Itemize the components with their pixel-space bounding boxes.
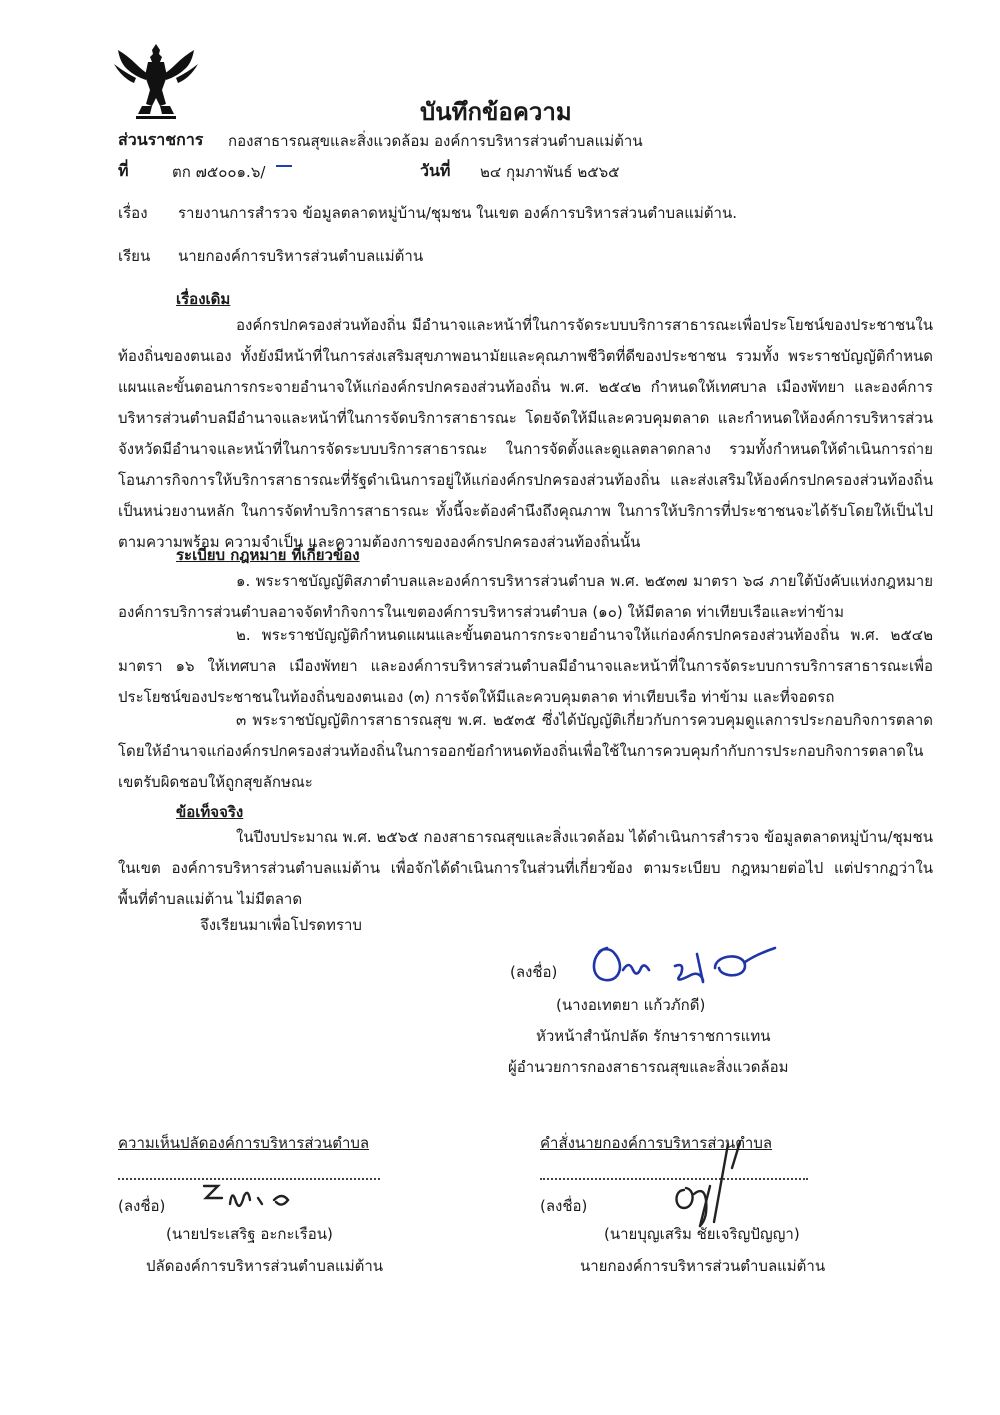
main-signer-name: (นางอเทตยา แก้วภักดี) — [556, 996, 706, 1014]
main-signer-position-1: หัวหน้าสำนักปลัด รักษาราชการแทน — [536, 1027, 771, 1045]
agency-value: กองสาธารณสุขและสิ่งแวดล้อม องค์การบริหารส่วนตำบลแม่ต้าน — [228, 132, 643, 150]
facts-heading: ข้อเท็จจริง — [176, 803, 244, 821]
right-signature-icon — [670, 1138, 760, 1230]
agency-label: ส่วนราชการ — [118, 130, 204, 149]
regulation-item-2 — [118, 620, 933, 713]
regulation-item-3-text: ๓ พระราชบัญญัติการสาธารณสุข พ.ศ. ๒๕๓๕ ซึ่งได้บัญญัติเกี่ยวกับการควบคุมดูแลการประกอบกิจการตลาด โดยให้อำนาจแก่องค์กรปกครองส่วนท้องถิ่นในการออกข้อกำหนดท้องถิ่นเพื่อใช้ในการควบคุมกำกับการประกอบกิจการตลาดในเขตรับผิดชอบให้ถูกสุขลักษณะ — [118, 711, 933, 791]
main-signer-position-2: ผู้อำนวยการกองสาธารณสุขและสิ่งแวดล้อม — [508, 1058, 789, 1076]
order-right-heading: คำสั่งนายกองค์การบริหารส่วนตำบล — [540, 1134, 773, 1152]
regulation-item-2-text: ๒. พระราชบัญญัติกำหนดแผนและขั้นตอนการกระจายอำนาจให้แก่องค์กรปกครองส่วนท้องถิ่น พ.ศ. ๒๕๔๒ มาตรา ๑๖ ให้เทศบาล เมืองพัทยา และองค์การบริหารส่วนตำบลมีอำนาจและหน้าที่ในการจัดระบบการบริการสาธารณะเพื่อประโยชน์ของประชาชนในท้องถิ่นของตนเอง (๓) การจัดให้มีและควบคุมตลาด ท่าเทียบเรือ ท่าข้าม และที่จอดรถ — [118, 626, 933, 706]
ref-mark — [276, 165, 292, 167]
date-value: ๒๔ กุมภาพันธ์ ๒๕๖๕ — [480, 163, 620, 181]
to-label: เรียน — [118, 247, 151, 265]
ref-value: ตก ๗๕๐๐๑.๖/ — [172, 163, 266, 181]
subject-label: เรื่อง — [118, 204, 148, 222]
background-paragraph — [118, 310, 933, 558]
main-signature-icon — [585, 938, 785, 988]
background-text: องค์กรปกครองส่วนท้องถิ่น มีอำนาจและหน้าที่ในการจัดระบบบริการสาธารณะเพื่อประโยชน์ของประชาชนในท้องถิ่นของตนเอง ทั้งยังมีหน้าที่ในการส่งเสริมสุขภาพอนามัยและคุณภาพชีวิตที่ดีของประชาชน รวมทั้ง พระราชบัญญัติกำหนดแผนและขั้นตอนการกระจายอำนาจให้แก่องค์กรปกครองส่วนท้องถิ่น พ.ศ. ๒๕๔๒ กำหนดให้เทศบาล เมืองพัทยา และองค์การบริหารส่วนตำบลมีอำนาจและหน้าที่ในการจัดบริการสาธารณะ โดยจัดให้มีและควบคุมตลาด และกำหนดให้องค์การบริหารส่วนจังหวัดมีอำนาจและหน้าที่ในการจัดระบบบริการสาธารณะ ในการจัดตั้งและดูแลตลาดกลาง รวมทั้งกำหนดให้ดำเนินการถ่ายโอนภารกิจการให้บริการสาธารณะที่รัฐดำเนินการอยู่ให้แก่องค์กรปกครองส่วนท้องถิ่น และส่งเสริมให้องค์กรปกครองส่วนท้องถิ่นเป็นหน่วยงานหลัก ในการจัดทำบริการสาธารณะ ทั้งนี้จะต้องคำนึงถึงคุณภาพ ในการให้บริการที่ประชาชนจะได้รับโดยให้เป็นไปตามความพร้อม ความจำเป็น และความต้องการขององค์กรปกครองส่วนท้องถิ่นนั้น — [118, 316, 933, 551]
opinion-left-sign-label: (ลงชื่อ) — [118, 1197, 166, 1215]
subject-value: รายงานการสำรวจ ข้อมูลตลาดหมู่บ้าน/ชุมชน ในเขต องค์การบริหารส่วนตำบลแม่ต้าน. — [178, 204, 737, 222]
facts-paragraph — [118, 822, 933, 915]
regulation-item-1 — [118, 566, 933, 628]
opinion-left-heading: ความเห็นปลัดองค์การบริหารส่วนตำบล — [118, 1134, 370, 1152]
left-signature-icon — [196, 1180, 306, 1214]
main-sign-label: (ลงชื่อ) — [510, 963, 558, 981]
garuda-emblem-icon — [112, 40, 200, 122]
regulation-item-1-text: ๑. พระราชบัญญัติสภาตำบลและองค์การบริหารส่วนตำบล พ.ศ. ๒๕๓๗ มาตรา ๖๘ ภายใต้บังคับแห่งกฎหมาย องค์การบริการส่วนตำบลอาจจัดทำกิจการในเขตองค์การบริหารส่วนตำบล (๑๐) ให้มีตลาด ท่าเทียบเรือและท่าข้าม — [118, 572, 933, 621]
ref-label: ที่ — [118, 161, 129, 180]
regulations-heading: ระเบียบ กฎหมาย ที่เกี่ยวข้อง — [176, 546, 360, 564]
facts-text: ในปีงบประมาณ พ.ศ. ๒๕๖๕ กองสาธารณสุขและสิ่งแวดล้อม ได้ดำเนินการสำรวจ ข้อมูลตลาดหมู่บ้าน/ชุมชน ในเขต องค์การบริหารส่วนตำบลแม่ต้าน เพื่อจักได้ดำเนินการในส่วนที่เกี่ยวข้อง ตามระเบียบ กฎหมายต่อไป แต่ปรากฏว่าในพื้นที่ตำบลแม่ต้าน ไม่มีตลาด — [118, 828, 933, 908]
background-heading: เรื่องเดิม — [176, 290, 231, 308]
to-value: นายกองค์การบริหารส่วนตำบลแม่ต้าน — [178, 247, 424, 265]
memo-title: บันทึกข้อความ — [420, 98, 572, 126]
order-right-name: (นายบุญเสริม ชัยเจริญปัญญา) — [604, 1225, 800, 1243]
opinion-left-position: ปลัดองค์การบริหารส่วนตำบลแม่ต้าน — [146, 1257, 384, 1275]
order-right-position: นายกองค์การบริหารส่วนตำบลแม่ต้าน — [580, 1257, 826, 1275]
regulation-item-3 — [118, 705, 933, 798]
order-right-sign-label: (ลงชื่อ) — [540, 1197, 588, 1215]
opinion-left-name: (นายประเสริฐ อะกะเรือน) — [166, 1225, 333, 1243]
date-label: วันที่ — [420, 161, 451, 180]
closing-text: จึงเรียนมาเพื่อโปรดทราบ — [200, 916, 362, 934]
